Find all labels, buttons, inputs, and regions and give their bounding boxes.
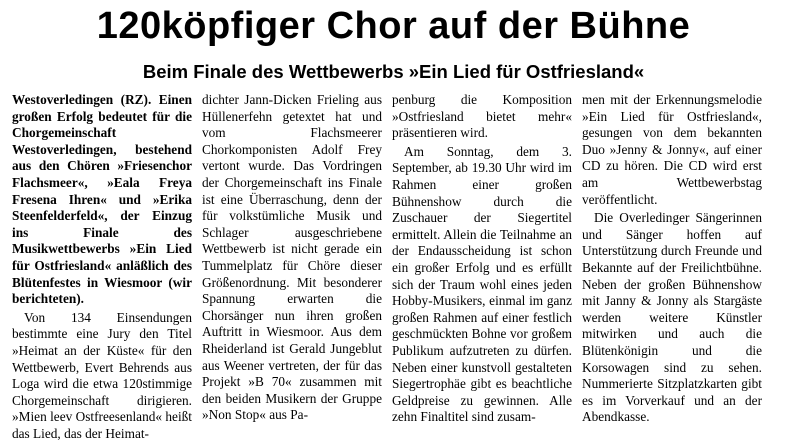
paragraph: Die Overledinger Sängerinnen und Sänger hoffen auf Unterstützung durch Freunde und Bekannte auf der Freilichtbühne. Neben der großen Bühnenshow mit Janny & Jonny als Stargäste werden weitere Künstler mitwirken und auch die Blütenkönigin und die Korsowagen sind zu sehen. Nummerierte Sitzplatzkarten gibt es im Vorverkauf und an der Abendkasse.: [582, 210, 762, 425]
column-3: [392, 92, 572, 425]
column-4: [582, 92, 762, 425]
paragraph: Am Sonntag, dem 3. September, ab 19.30 Uhr wird im Rahmen einer großen Bühnenshow durch die Zuschauer der Siegertitel ermittelt. Allein die Teilnahme an der Endausscheidung ist schon ein großer Erfolg und es erfüllt sich der Traum wohl eines jeden Hobby-Musikers, einmal im ganz großen Rahmen auf einer festlich geschmückten Bohne vor großem Publikum aufzutreten zu dürfen. Neben einer kunstvoll gestalteten Siegertrophäe gibt es beachtliche Geldpreise zu gewinnen. Alle zehn Finaltitel sind zusam-: [392, 143, 572, 425]
column-1: [12, 92, 192, 441]
headline: 120köpfiger Chor auf der Bühne: [96, 5, 691, 47]
paragraph: penburg die Komposition »Ostfriesland bietet mehr« präsentieren wird.: [392, 92, 572, 141]
paragraph: men mit der Erkennungsmelodie »Ein Lied für Ostfriesland«, gesungen von dem bekannten Duo »Jenny & Jonny«, auf einer CD zu hören. Die CD wird erst am Wettbewerbstag veröffentlicht.: [582, 92, 762, 207]
column-2: [202, 92, 382, 421]
paragraph: dichter Jann-Dicken Frieling aus Hüllenerfehn getextet hat und vom Flachsmeerer Chorkomponisten Adolf Frey vertont wurde. Das Vordringen der Chorgemeinschaft ins Finale ist eine Überraschung, denn der für volkstümliche Musik und Schlager ausgeschriebene Wettbewerb ist nicht gerade ein Tummelplatz für Chöre dieser Größenordnung. Mit besonderer Spannung erwarten die Chorsänger nun ihren großen Auftritt in Wiesmoor. Aus dem Rheiderland ist Gerald Jungeblut aus Weener vertreten, der für das Projekt »B 70« zusammen mit den beiden Musikern der Gruppe »Non Stop« aus Pa-: [202, 92, 382, 423]
paragraph: Von 134 Einsendungen bestimmte eine Jury den Titel »Heimat an der Küste« für den Wettbewerb, Evert Behrends aus Loga wird die etwa 120stimmige Chorgemeinschaft dirigieren. »Mien leev Ostfreesenland« heißt das Lied, das der Heimat-: [12, 309, 192, 441]
subheadline: Beim Finale des Wettbewerbs »Ein Lied für Ostfriesland«: [142, 61, 645, 82]
article-body: [12, 92, 780, 441]
lead-paragraph: Westoverledingen (RZ). Einen großen Erfolg bedeutet für die Chorgemeinschaft Westoverledingen, bestehend aus den Chören »Friesenchor Flachsmeer«, »Eala Freya Fresena Ihren« und »Erika Steenfelderfeld«, der Einzug ins Finale des Musikwettbewerbs »Ein Lied für Ostfriesland« anläßlich des Blütenfestes in Wiesmoor (wir berichteten).: [12, 92, 192, 307]
